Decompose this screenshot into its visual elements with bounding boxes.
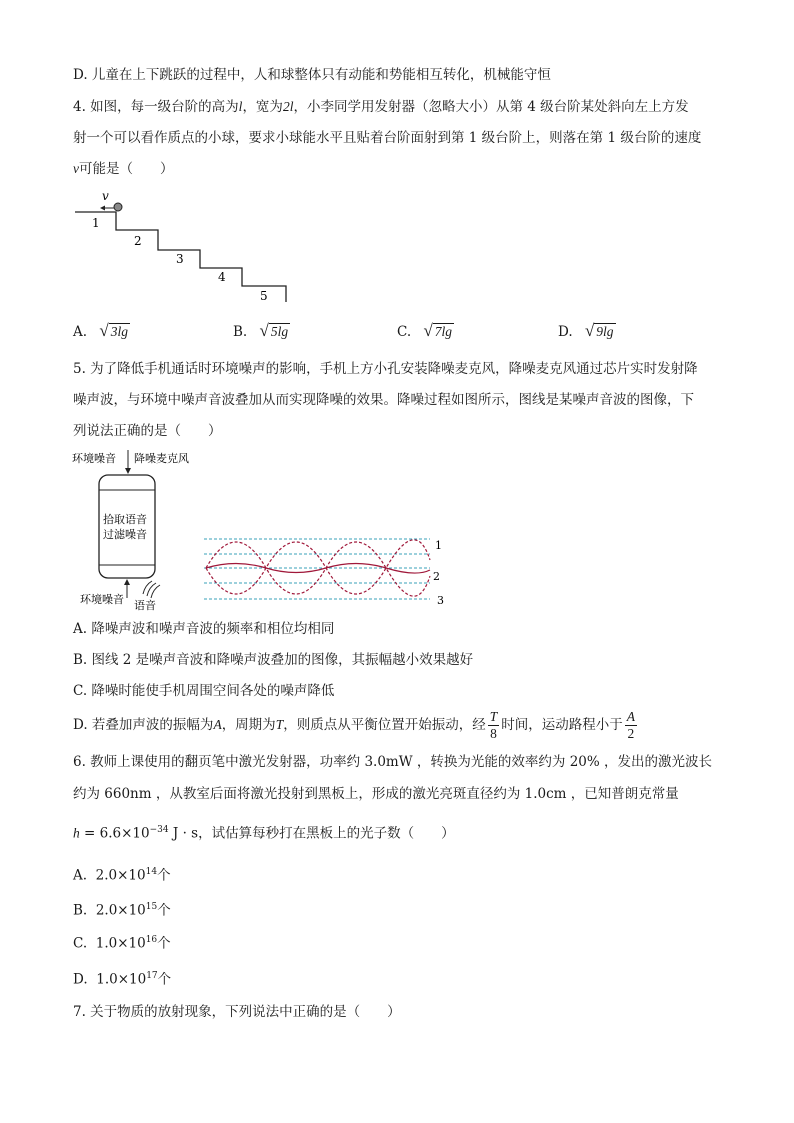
step-label-1: 1 — [92, 216, 100, 230]
q4-stem-line2: 射一个可以看作质点的小球，要求小球能水平且贴着台阶面射到第 1 级台阶上，则落在第 1 级台阶的速度 — [73, 130, 702, 146]
q6-stem-line2: 约为 660nm ，从教室后面将激光投射到黑板上，形成的激光亮斑直径约为 1.0cm ，已知普朗克常量 — [73, 786, 679, 802]
curve-label-2: 2 — [433, 570, 440, 583]
q6-text: ，试估算每秒打在黑板上的光子数（ ） — [198, 825, 455, 842]
q5-text: D. 若叠加声波的振幅为 — [73, 717, 214, 733]
fraction-numerator: T — [489, 709, 498, 724]
option-value: 2.0×10 — [95, 902, 146, 919]
q4-staircase-figure — [70, 188, 300, 308]
q4-stem-line3 — [73, 159, 174, 179]
top-mic-label: 降噪麦克风 — [134, 452, 189, 465]
wave-plot — [204, 539, 444, 607]
q5-text: 时间，运动路程小于 — [501, 717, 623, 733]
option-unit: 个 — [157, 935, 171, 952]
q4-var-2l: 2l — [282, 99, 294, 114]
q5-option-b: B. 图线 2 是噪声音波和降噪声波叠加的图像，其振幅越小效果越好 — [73, 652, 474, 668]
option-value: 2.0×10 — [95, 867, 146, 884]
step-label-5: 5 — [260, 289, 268, 303]
q5-option-c: C. 降噪时能使手机周围空间各处的噪声降低 — [73, 683, 335, 699]
q4-text: 可能是（ ） — [79, 161, 174, 177]
q5-var-T: T — [275, 717, 284, 732]
option-unit: 个 — [157, 971, 172, 988]
q6-stem-line1: 6. 教师上课使用的翻页笔中激光发射器，功率约 3.0mW ，转换为光能的效率约为 20% ，发出的激光波长 — [73, 754, 712, 770]
top-ambient-noise-label: 环境噪音 — [72, 452, 116, 465]
ball-icon — [114, 203, 122, 211]
option-letter: B. — [73, 902, 88, 919]
option-radicand: 9lg — [596, 324, 614, 339]
fraction-T-over-8 — [488, 709, 500, 742]
q4-stem-line1 — [73, 97, 689, 117]
q7-stem-line1: 7. 关于物质的放射现象，下列说法中正确的是（ ） — [73, 1004, 401, 1020]
curve-label-1: 1 — [435, 539, 442, 552]
wave-curve-1 — [206, 542, 430, 596]
q6-text: = 6.6×10 — [79, 825, 150, 842]
option-value: 1.0×10 — [95, 935, 146, 952]
option-letter: A. — [73, 867, 88, 884]
option-letter: D. — [73, 971, 88, 988]
option-letter: B. — [233, 324, 248, 340]
phone-text-line1: 拾取语音 — [103, 513, 147, 526]
q6-stem-line3 — [73, 820, 455, 844]
q4-text: ，小李同学用发射器（忽略大小）从第 4 级台阶某处斜向左上方发 — [293, 99, 689, 115]
q5-text: ，周期为 — [221, 717, 276, 733]
option-letter: D. — [558, 324, 573, 340]
option-unit: 个 — [157, 867, 171, 884]
velocity-label: v — [102, 189, 109, 203]
q5-stem-line2: 噪声波，与环境中噪声音波叠加从而实现降噪的效果。降噪过程如图所示，图线是某噪声音波的图像，下 — [73, 392, 694, 408]
q3-option-d: D. 儿童在上下跳跃的过程中，人和球整体只有动能和势能相互转化，机械能守恒 — [73, 67, 551, 83]
q4-text: 4. 如图，每一级台阶的高为 — [73, 99, 239, 115]
q5-noise-figure — [70, 446, 450, 614]
q6-option-a — [73, 862, 171, 886]
option-exponent: 15 — [145, 902, 158, 912]
q4-var-v: v — [73, 161, 79, 176]
step-label-4: 4 — [218, 270, 226, 284]
q6-unit: J · s — [168, 825, 199, 842]
q6-option-c — [73, 930, 171, 954]
q6-exponent: −34 — [149, 825, 169, 835]
q5-option-d — [73, 708, 639, 742]
q4-option-d: D. √ 9lg — [558, 321, 614, 340]
option-radicand: 3lg — [110, 324, 128, 339]
step-label-2: 2 — [134, 234, 142, 248]
q6-option-b — [73, 897, 171, 921]
option-unit: 个 — [157, 902, 171, 919]
option-exponent: 16 — [145, 935, 158, 945]
q4-option-c: C. √ 7lg — [397, 321, 453, 340]
fraction-denominator: 8 — [490, 726, 497, 741]
q5-option-a: A. 降噪声波和噪声音波的频率和相位均相同 — [73, 621, 335, 637]
q6-option-d — [73, 966, 171, 990]
q4-text: ，宽为 — [242, 99, 283, 115]
curve-label-3: 3 — [437, 594, 444, 607]
q4-var-l: l — [238, 99, 243, 114]
phone-text-line2: 过滤噪音 — [103, 528, 147, 541]
option-letter: C. — [73, 935, 88, 952]
option-letter: C. — [397, 324, 412, 340]
option-exponent: 17 — [146, 971, 158, 981]
q4-option-b: B. √ 5lg — [233, 321, 289, 340]
bottom-ambient-noise-label: 环境噪音 — [80, 593, 124, 606]
q5-stem-line1: 5. 为了降低手机通话时环境噪声的影响，手机上方小孔安装降噪麦克风，降噪麦克风通过芯片实时发射降 — [73, 361, 698, 377]
fraction-A-over-2 — [625, 709, 637, 742]
voice-label: 语音 — [134, 599, 156, 612]
option-exponent: 14 — [145, 867, 158, 877]
option-radicand: 5lg — [270, 324, 289, 339]
option-letter: A. — [73, 324, 88, 340]
option-radicand: 7lg — [434, 324, 453, 339]
step-label-3: 3 — [176, 252, 184, 266]
option-value: 1.0×10 — [96, 971, 147, 988]
q6-var-h: h — [73, 825, 80, 841]
q5-stem-line3: 列说法正确的是（ ） — [73, 423, 222, 439]
q5-var-A: A — [213, 717, 222, 732]
q4-option-a: A. √ 3lg — [73, 321, 128, 340]
q5-text: ，则质点从平衡位置开始振动，经 — [283, 717, 486, 733]
fraction-denominator: 2 — [627, 726, 635, 741]
fraction-numerator: A — [626, 709, 635, 724]
wave-curve-3 — [206, 540, 430, 594]
